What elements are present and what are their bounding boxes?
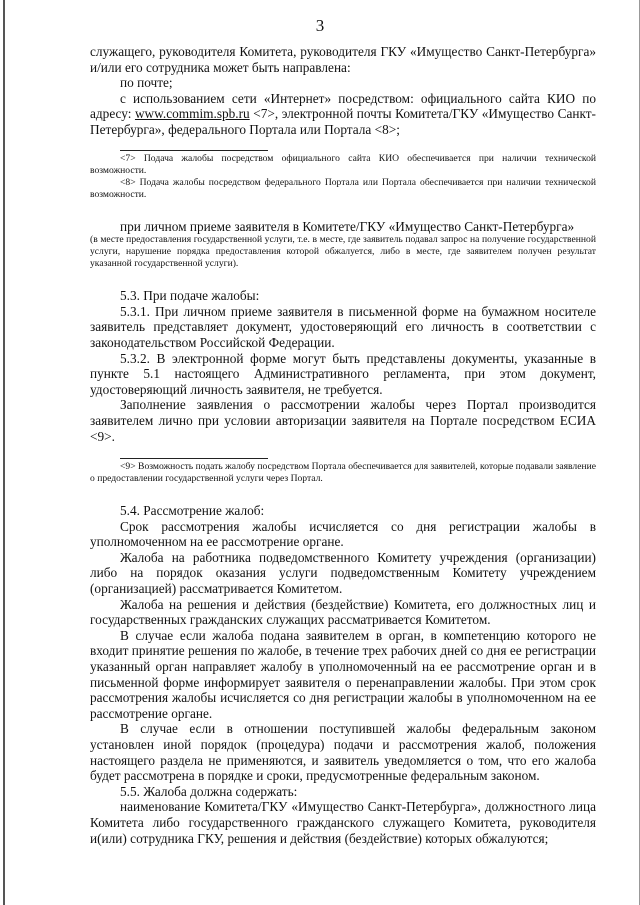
footnote-8: <8> Подача жалобы посредством федерального Портала или Портала обеспечивается при наличии технической возможности. xyxy=(90,176,596,200)
scan-left-edge xyxy=(3,0,5,905)
footnote-separator xyxy=(120,150,268,151)
internet-text-end: <7>, электронной почты Комитета/ГКУ «Имущество Санкт-Петербурга», федерального Портала или Портала <8>; xyxy=(90,106,596,137)
page-number: 3 xyxy=(315,16,325,35)
paragraph-complaint-content: наименование Комитета/ГКУ «Имущество Санкт-Петербурга», должностного лица Комитета либо государственного гражданского служащего Комитета, руководителя и(или) сотрудника ГКУ, решения и действия (бездействие) которых обжалуются; xyxy=(90,799,596,846)
section-5-3-1: 5.3.1. При личном приеме заявителя в письменной форме на бумажном носителе заявитель представляет документ, удостоверяющий его личность в соответствии с законодательством Российской Федерации. xyxy=(90,303,596,350)
paragraph-portal-submission: Заполнение заявления о рассмотрении жалобы через Портал производится заявителем лично при условии авторизации заявителя на Портале посредством ЕСИА <9>. xyxy=(90,397,596,444)
footnote-7: <7> Подача жалобы посредством официального сайта КИО обеспечивается при наличии технической возможности. xyxy=(90,152,596,176)
paragraph-committee-decisions: Жалоба на решения и действия (бездействие) Комитета, его должностных лиц и государственных гражданских служащих рассматривается Комитетом. xyxy=(90,596,596,628)
kio-site-link[interactable]: www.commim.spb.ru xyxy=(134,106,250,122)
section-heading-5-4: 5.4. Рассмотрение жалоб: xyxy=(120,503,265,519)
section-heading-5-3: 5.3. При подаче жалобы: xyxy=(120,288,260,304)
footnote-separator xyxy=(120,458,268,459)
paragraph-personal-reception: при личном приеме заявителя в Комитете/ГКУ «Имущество Санкт-Петербурга» xyxy=(120,218,575,234)
document-body xyxy=(90,44,596,846)
paragraph-by-post: по почте; xyxy=(120,75,173,91)
paragraph-internet xyxy=(90,91,596,138)
internet-text-start: с использованием сети «Интернет» посредством: официального сайта КИО по адресу: xyxy=(90,90,596,122)
paragraph-review-term: Срок рассмотрения жалобы исчисляется со дня регистрации жалобы в уполномоченном на ее рассмотрение органе. xyxy=(90,518,596,550)
paragraph-service-location: (в месте предоставления государственной услуги, т.е. в месте, где заявитель подавал запрос на получение государственной услуги, нарушение порядка предоставления которой обжалуется, либо в месте, где заявителем получен результат указанной государственной услуги). xyxy=(90,234,596,270)
paragraph-complaint-addressee: служащего, руководителя Комитета, руководителя ГКУ «Имущество Санкт-Петербурга» и/или его сотрудника может быть направлена: xyxy=(90,44,596,75)
paragraph-subordinate-institution: Жалоба на работника подведомственного Комитету учреждения (организации) либо на порядок оказания услуги подведомственным Комитету учреждением (организацией) рассматривается Комитетом. xyxy=(90,549,596,597)
section-5-3-2: 5.3.2. В электронной форме могут быть представлены документы, указанные в пункте 5.1 настоящего Административного регламента, при этом документ, удостоверяющий личность заявителя, не требуется. xyxy=(90,350,596,397)
footnote-9: <9> Возможность подать жалобу посредством Портала обеспечивается для заявителей, которые подавали заявление о предоставлении государственной услуги через Портал. xyxy=(90,461,596,485)
paragraph-federal-law: В случае если в отношении поступившей жалобы федеральным законом установлен иной порядок (процедура) подачи и рассмотрения жалоб, положения настоящего раздела не применяются, и заявитель уведомляется о том, что его жалоба будет рассмотрена в порядке и сроки, предусмотренные федеральным законом. xyxy=(90,721,596,784)
paragraph-wrong-authority: В случае если жалоба подана заявителем в орган, в компетенцию которого не входит принятие решения по жалобе, в течение трех рабочих дней со дня ее регистрации указанный орган направляет жалобу в уполномоченный на ее рассмотрение орган и в письменной форме информирует заявителя о перенаправлении жалобы. При этом срок рассмотрения жалобы исчисляется со дня регистрации жалобы в уполномоченном на ее рассмотрение органе. xyxy=(90,627,596,721)
section-heading-5-5: 5.5. Жалоба должна содержать: xyxy=(120,783,298,799)
